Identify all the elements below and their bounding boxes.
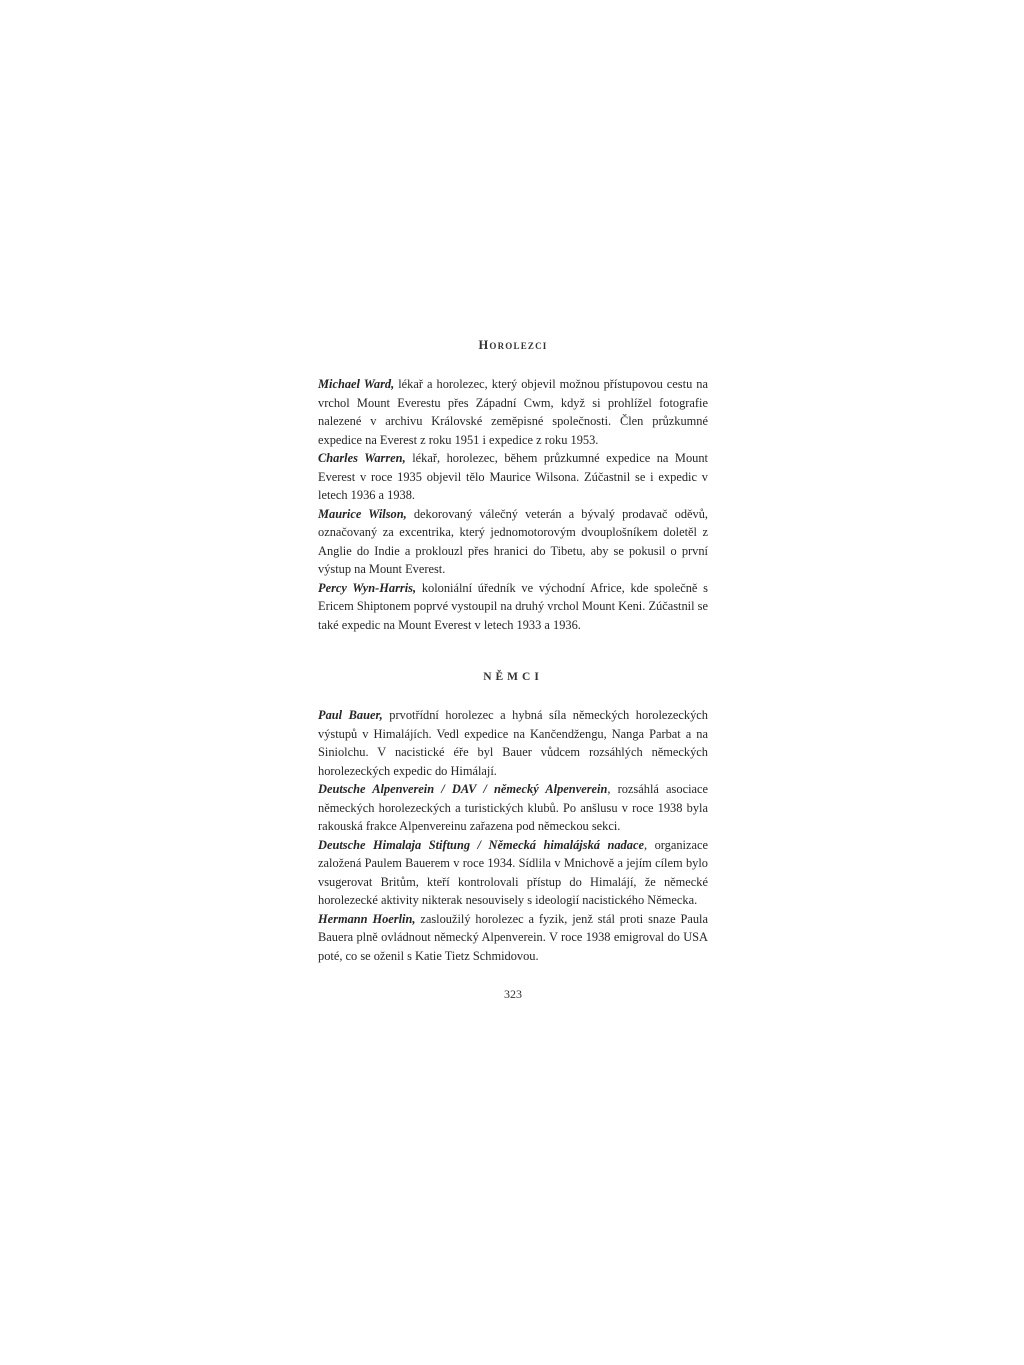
entry-name: Maurice Wilson,	[318, 506, 407, 521]
section-nemci	[318, 671, 708, 965]
entry-name: Deutsche Himalaja Stiftung / Německá himalájská nadace	[318, 837, 644, 852]
entry-name: Michael Ward,	[318, 377, 395, 391]
entry-michael-ward	[318, 375, 708, 449]
entry-text: prvotřídní horolezec a hybná síla německých horolezeckých výstupů v Himalájích. Vedl expedice na Kančendžengu, Nanga Parbat a na Siniolchu. V nacistické éře byl Bauer vůdcem rozsáhlých německých horolezeckých expedic do Himálají.	[318, 708, 708, 778]
entry-list	[318, 706, 708, 965]
section-horolezci	[318, 338, 708, 634]
entry-text: lékař, horolezec, během průzkumné expedice na Mount Everest v roce 1935 objevil tělo Maurice Wilsona. Zúčastnil se i expedic v letech 1936 a 1938.	[318, 451, 708, 502]
entry-paul-bauer	[318, 706, 708, 780]
entry-text: , organizace založená Paulem Bauerem v roce 1934. Sídlila v Mnichově a jejím cílem bylo vsugerovat Britům, kteří kontrolovali přístup do Himalájí, že německé horolezecké aktivity nikterak nesouvisely s ideologií nacistického Německa.	[318, 837, 708, 907]
entry-text: lékař a horolezec, který objevil možnou přístupovou cestu na vrchol Mount Everestu přes Západní Cwm, když si prohlížel fotografie nalezené v archivu Královské zeměpisné společnosti. Člen průzkumné expedice na Everest z roku 1951 i expedice z roku 1953.	[318, 377, 708, 447]
entry-name: Deutsche Alpenverein / DAV / německý Alpenverein	[318, 782, 608, 796]
entry-list	[318, 375, 708, 634]
entry-name: Charles Warren,	[318, 451, 406, 465]
entry-name: Paul Bauer,	[318, 708, 383, 722]
page-number: 323	[504, 987, 522, 1001]
entry-maurice-wilson	[318, 505, 708, 579]
entry-name: Percy Wyn-Harris,	[318, 580, 417, 595]
entry-text: koloniální úředník ve východní Africe, kde společně s Ericem Shiptonem poprvé vystoupil na druhý vrchol Mount Keni. Zúčastnil se také expedic na Mount Everest v letech 1933 a 1936.	[318, 580, 708, 632]
section-heading-nemci: NĚMCI	[483, 671, 543, 683]
entry-charles-warren	[318, 449, 708, 505]
section-heading-horolezci: Horolezci	[478, 338, 548, 352]
entry-text: zasloužilý horolezec a fyzik, jenž stál proti snaze Paula Bauera plně ovládnout německý Alpenverein. V roce 1938 emigroval do USA poté, co se oženil s Katie Tietz Schmidovou.	[318, 911, 708, 963]
entry-hermann-hoerlin	[318, 910, 708, 966]
entry-name: Hermann Hoerlin,	[318, 911, 416, 926]
entry-percy-wyn-harris	[318, 579, 708, 635]
entry-deutsche-himalaja-stiftung	[318, 836, 708, 910]
book-page	[318, 338, 708, 1002]
entry-text: , rozsáhlá asociace německých horolezeckých a turistických klubů. Po anšlusu v roce 1938 byla rakouská frakce Alpenvereinu zařazena pod německou sekci.	[318, 782, 709, 833]
entry-text: dekorovaný válečný veterán a bývalý prodavač oděvů, označovaný za excentrika, který jednomotorovým dvouplošníkem doletěl z Anglie do Indie a proklouzl přes hranici do Tibetu, aby se pokusil o první výstup na Mount Everest.	[318, 506, 708, 576]
entry-deutsche-alpenverein	[318, 780, 708, 836]
